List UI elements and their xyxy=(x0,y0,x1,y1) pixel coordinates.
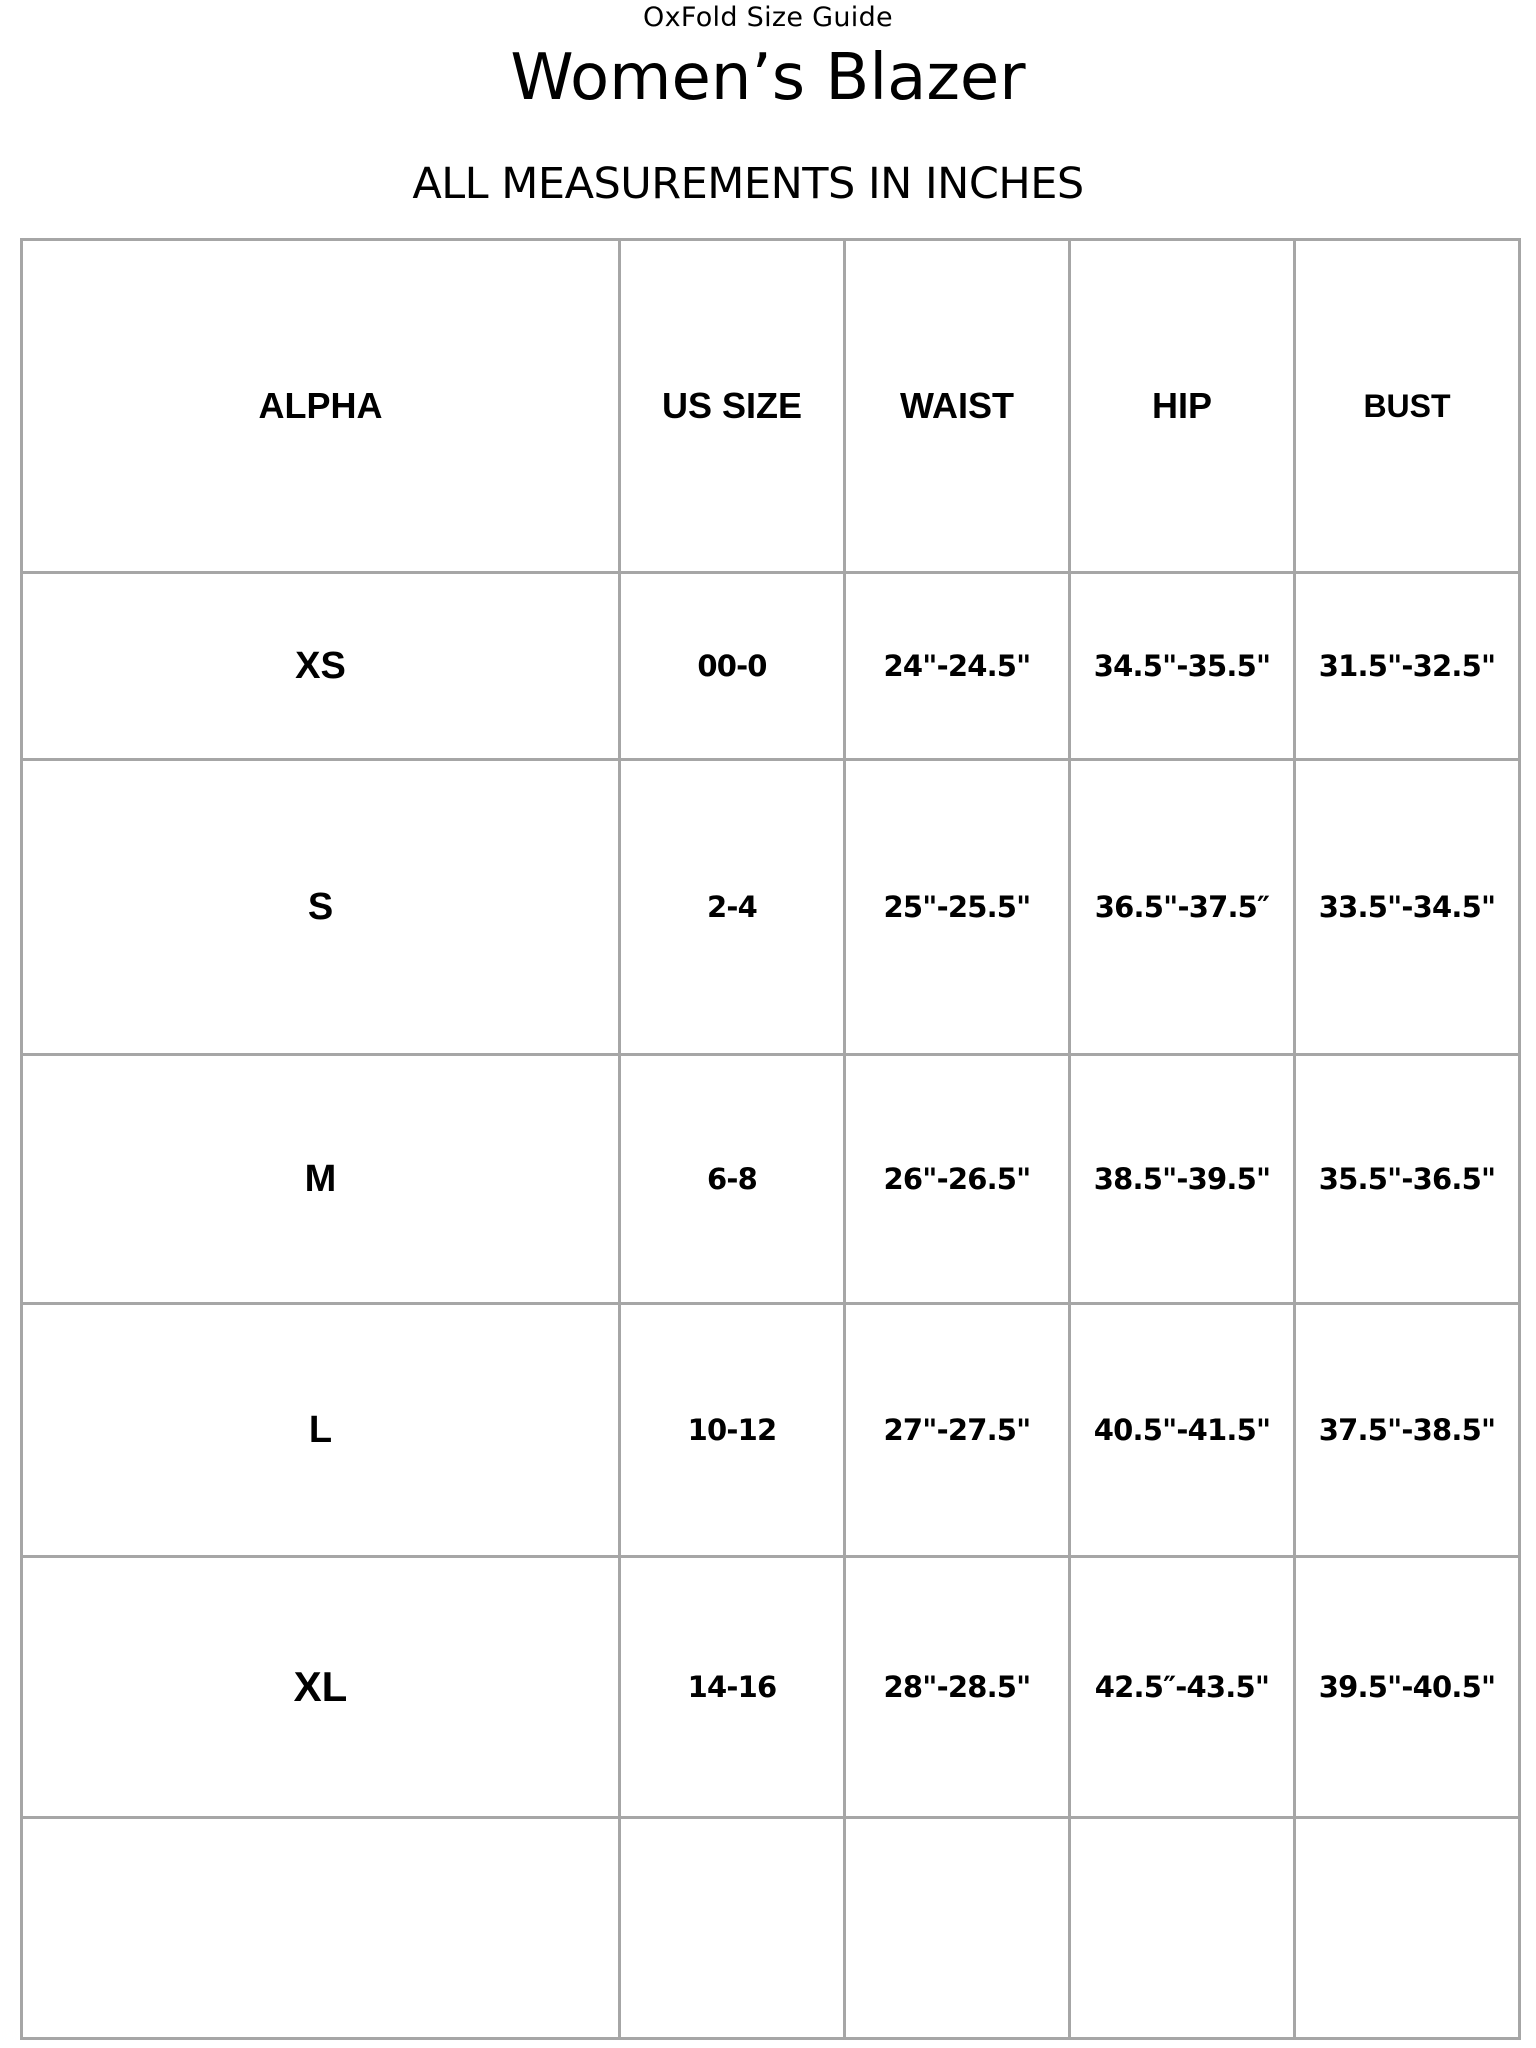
table-row xyxy=(22,1055,1520,1304)
page-title: Women’s Blazer xyxy=(510,41,1026,115)
size-chart-table xyxy=(20,238,1521,2040)
us-size-cell: 10-12 xyxy=(620,1304,845,1557)
alpha-size-cell: XL xyxy=(22,1557,620,1818)
table-row xyxy=(22,1557,1520,1818)
table-row xyxy=(22,1304,1520,1557)
waist-cell: 25"-25.5" xyxy=(845,760,1070,1055)
table-header-row xyxy=(22,240,1520,573)
waist-cell: 26"-26.5" xyxy=(845,1055,1070,1304)
column-header-alpha: ALPHA xyxy=(22,240,620,573)
waist-cell: 28"-28.5" xyxy=(845,1557,1070,1818)
us-size-cell: 2-4 xyxy=(620,760,845,1055)
alpha-size-cell: L xyxy=(22,1304,620,1557)
empty-cell xyxy=(1070,1818,1295,2039)
column-header-waist: WAIST xyxy=(845,240,1070,573)
waist-cell: 27"-27.5" xyxy=(845,1304,1070,1557)
empty-table-row xyxy=(22,1818,1520,2039)
column-header-us-size: US SIZE xyxy=(620,240,845,573)
us-size-cell: 00-0 xyxy=(620,573,845,760)
empty-cell xyxy=(845,1818,1070,2039)
empty-cell xyxy=(620,1818,845,2039)
hip-cell: 40.5"-41.5" xyxy=(1070,1304,1295,1557)
brand-name: OxFold Size Guide xyxy=(643,2,893,33)
waist-cell: 24"-24.5" xyxy=(845,573,1070,760)
us-size-cell: 6-8 xyxy=(620,1055,845,1304)
hip-cell: 34.5"-35.5" xyxy=(1070,573,1295,760)
bust-cell: 39.5"-40.5" xyxy=(1295,1557,1520,1818)
bust-cell: 33.5"-34.5" xyxy=(1295,760,1520,1055)
alpha-size-cell: XS xyxy=(22,573,620,760)
column-header-bust: BUST xyxy=(1295,240,1520,573)
measurement-unit-note: ALL MEASUREMENTS IN INCHES xyxy=(412,159,1084,209)
column-header-hip: HIP xyxy=(1070,240,1295,573)
empty-cell xyxy=(1295,1818,1520,2039)
alpha-size-cell: S xyxy=(22,760,620,1055)
bust-cell: 35.5"-36.5" xyxy=(1295,1055,1520,1304)
alpha-size-cell: M xyxy=(22,1055,620,1304)
table-row xyxy=(22,760,1520,1055)
bust-cell: 31.5"-32.5" xyxy=(1295,573,1520,760)
hip-cell: 42.5″-43.5" xyxy=(1070,1557,1295,1818)
us-size-cell: 14-16 xyxy=(620,1557,845,1818)
empty-cell xyxy=(22,1818,620,2039)
hip-cell: 36.5"-37.5″ xyxy=(1070,760,1295,1055)
table-row xyxy=(22,573,1520,760)
hip-cell: 38.5"-39.5" xyxy=(1070,1055,1295,1304)
bust-cell: 37.5"-38.5" xyxy=(1295,1304,1520,1557)
